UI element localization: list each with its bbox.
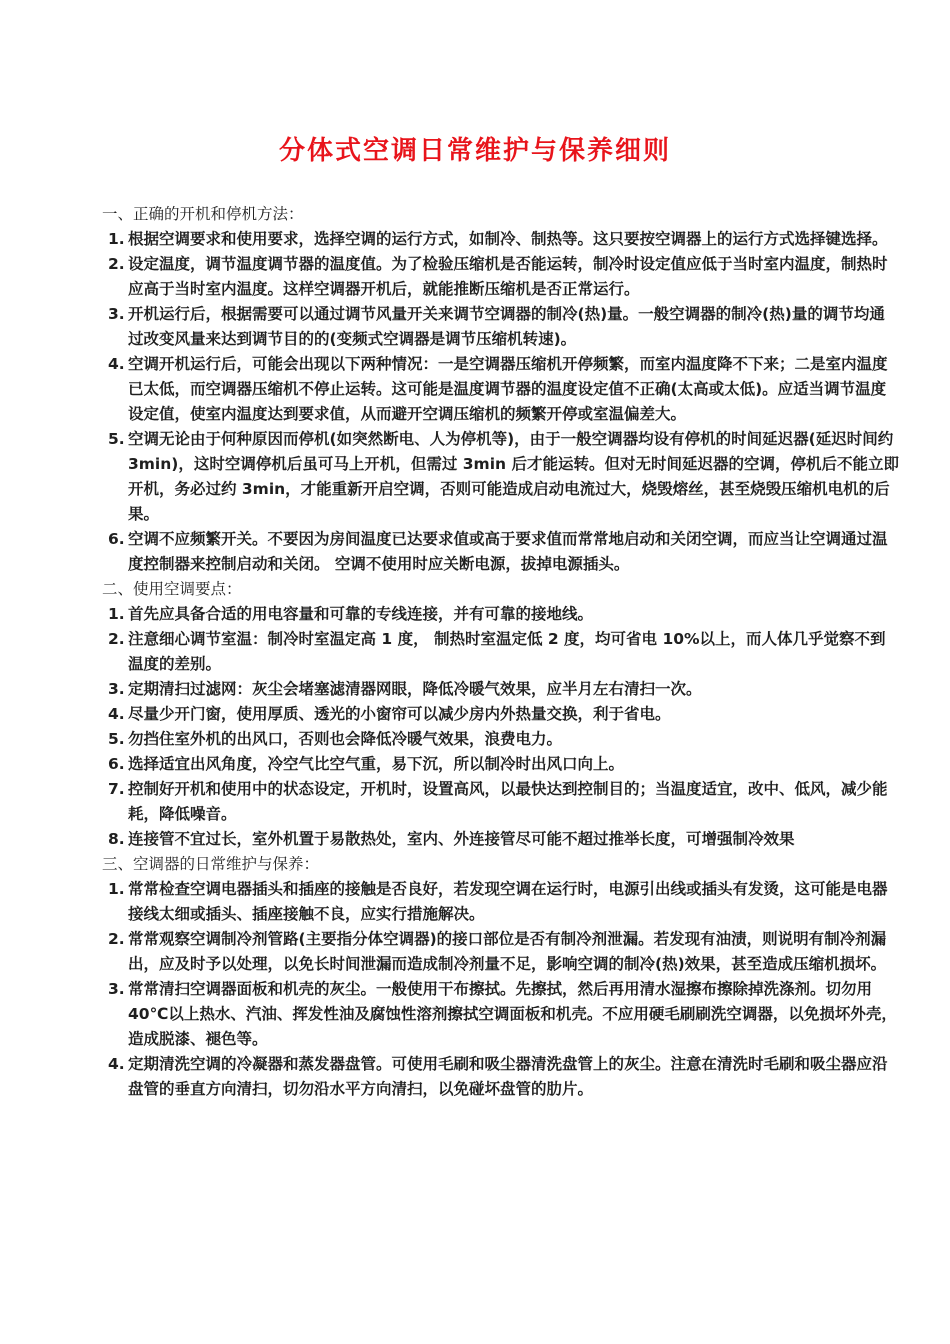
item-text: 空调无论由于何种原因而停机(如突然断电、人为停机等)，由于一般空调器均设有停机的时间延迟器(延迟时间约 3min)，这时空调停机后虽可马上开机，但需过 3min 后才能运转。但对无时间延迟器的空调，停机后不能立即开机，务必过约 3min，才能重新开启空调，否则可能造成启动电流过大，烧毁熔丝，甚至烧毁压缩机电机的后果。 <box>128 430 899 523</box>
item-text: 首先应具备合适的用电容量和可靠的专线连接，并有可靠的接地线。 <box>128 605 594 623</box>
list-item <box>100 752 900 777</box>
item-number: 5. <box>108 730 125 748</box>
document-body <box>100 202 900 1102</box>
item-number: 4. <box>108 1055 125 1073</box>
document-title: 分体式空调日常维护与保养细则 <box>278 136 671 166</box>
item-text: 连接管不宜过长，室外机置于易散热处，室内、外连接管尽可能不超过推举长度，可增强制冷效果 <box>128 830 795 848</box>
item-text: 选择适宜出风角度，冷空气比空气重，易下沉，所以制冷时出风口向上。 <box>128 755 625 773</box>
list-item <box>100 927 900 977</box>
item-text: 常常检查空调电器插头和插座的接触是否良好，若发现空调在运行时，电源引出线或插头有发烫，这可能是电器接线太细或插头、插座接触不良，应实行措施解决。 <box>128 880 888 923</box>
list-item <box>100 1052 900 1102</box>
item-number: 1. <box>108 880 125 898</box>
section-list <box>100 227 900 577</box>
list-item <box>100 227 900 252</box>
item-number: 8. <box>108 830 125 848</box>
list-item <box>100 252 900 302</box>
item-text: 注意细心调节室温：制冷时室温定高 1 度， 制热时室温定低 2 度，均可省电 10%以上，而人体几乎觉察不到温度的差别。 <box>128 630 886 673</box>
item-text: 定期清洗空调的冷凝器和蒸发器盘管。可使用毛刷和吸尘器清洗盘管上的灰尘。注意在清洗时毛刷和吸尘器应沿盘管的垂直方向清扫，切勿沿水平方向清扫，以免碰坏盘管的肋片。 <box>128 1055 888 1098</box>
item-number: 3. <box>108 305 125 323</box>
item-text: 根据空调要求和使用要求，选择空调的运行方式，如制冷、制热等。这只要按空调器上的运行方式选择键选择。 <box>128 230 888 248</box>
section-list <box>100 877 900 1102</box>
section-heading: 一、正确的开机和停机方法： <box>102 205 304 223</box>
item-number: 3. <box>108 980 125 998</box>
section-startup-shutdown <box>100 202 900 577</box>
item-number: 6. <box>108 755 125 773</box>
item-number: 6. <box>108 530 125 548</box>
list-item <box>100 302 900 352</box>
list-item <box>100 627 900 677</box>
item-text: 尽量少开门窗，使用厚质、透光的小窗帘可以减少房内外热量交换，利于省电。 <box>128 705 671 723</box>
list-item <box>100 877 900 927</box>
section-usage-tips <box>100 577 900 852</box>
item-text: 空调不应频繁开关。不要因为房间温度已达要求值或高于要求值而常常地启动和关闭空调，而应当让空调通过温度控制器来控制启动和关闭。 空调不使用时应关断电源，拔掉电源插头。 <box>128 530 888 573</box>
list-item <box>100 677 900 702</box>
list-item <box>100 827 900 852</box>
list-item <box>100 777 900 827</box>
item-text: 定期清扫过滤网：灰尘会堵塞滤清器网眼，降低冷暖气效果，应半月左右清扫一次。 <box>128 680 702 698</box>
item-number: 2. <box>108 255 125 273</box>
list-item <box>100 427 900 527</box>
item-number: 5. <box>108 430 125 448</box>
list-item <box>100 602 900 627</box>
item-number: 4. <box>108 355 125 373</box>
item-number: 1. <box>108 230 125 248</box>
item-text: 常常清扫空调器面板和机壳的灰尘。一般使用干布擦拭。先擦拭，然后再用清水湿擦布擦除掉洗涤剂。切勿用 40℃以上热水、汽油、挥发性油及腐蚀性溶剂擦拭空调面板和机壳。不应用硬毛刷刷洗空调器，以免损坏外壳，造成脱漆、褪色等。 <box>128 980 897 1048</box>
item-number: 2. <box>108 630 125 648</box>
list-item <box>100 702 900 727</box>
list-item <box>100 977 900 1052</box>
item-number: 1. <box>108 605 125 623</box>
section-maintenance <box>100 852 900 1102</box>
item-text: 控制好开机和使用中的状态设定，开机时，设置高风，以最快达到控制目的；当温度适宜，改中、低风，减少能耗，降低噪音。 <box>128 780 888 823</box>
list-item <box>100 727 900 752</box>
item-text: 空调开机运行后，可能会出现以下两种情况：一是空调器压缩机开停频繁，而室内温度降不下来；二是室内温度已太低，而空调器压缩机不停止运转。这可能是温度调节器的温度设定值不正确(太高或太低)。应适当调节温度设定值，使室内温度达到要求值，从而避开空调压缩机的频繁开停或室温偏差大。 <box>128 355 888 423</box>
item-number: 3. <box>108 680 125 698</box>
item-number: 2. <box>108 930 125 948</box>
section-heading: 二、使用空调要点： <box>102 580 242 598</box>
section-heading: 三、空调器的日常维护与保养： <box>102 855 320 873</box>
item-number: 4. <box>108 705 125 723</box>
section-list <box>100 602 900 852</box>
list-item <box>100 352 900 427</box>
item-text: 开机运行后，根据需要可以通过调节风量开关来调节空调器的制冷(热)量。一般空调器的制冷(热)量的调节均通过改变风量来达到调节目的的(变频式空调器是调节压缩机转速)。 <box>128 305 885 348</box>
item-number: 7. <box>108 780 125 798</box>
item-text: 勿挡住室外机的出风口，否则也会降低冷暖气效果，浪费电力。 <box>128 730 563 748</box>
list-item <box>100 527 900 577</box>
item-text: 常常观察空调制冷剂管路(主要指分体空调器)的接口部位是否有制冷剂泄漏。若发现有油渍，则说明有制冷剂漏出，应及时予以处理，以免长时间泄漏而造成制冷剂量不足，影响空调的制冷(热)效果，甚至造成压缩机损坏。 <box>128 930 887 973</box>
item-text: 设定温度，调节温度调节器的温度值。为了检验压缩机是否能运转，制冷时设定值应低于当时室内温度，制热时应高于当时室内温度。这样空调器开机后，就能推断压缩机是否正常运行。 <box>128 255 888 298</box>
